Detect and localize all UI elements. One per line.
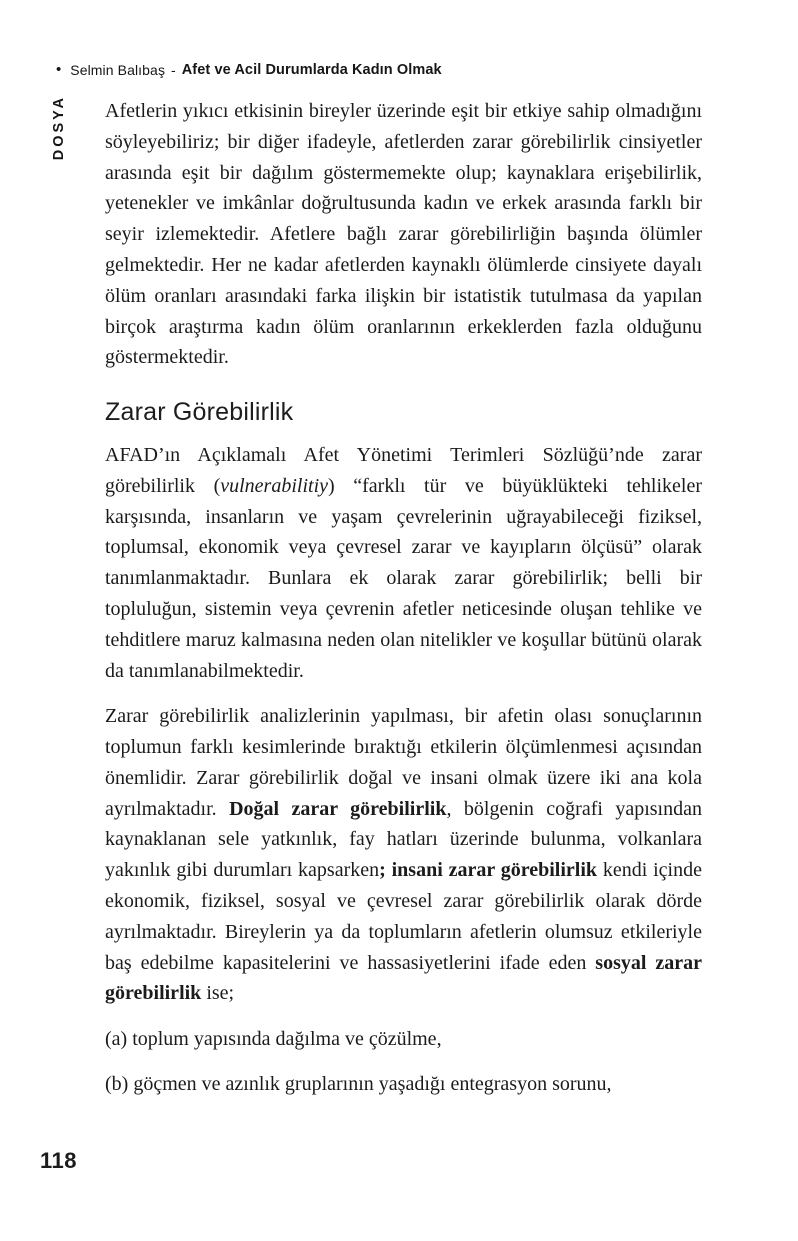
- section-heading: Zarar Görebilirlik: [105, 398, 294, 427]
- running-header: [56, 62, 442, 78]
- paragraph: Afetlerin yıkıcı etkisinin bireyler üzerinde eşit bir etkiye sahip olmadığını söyleyebiliriz; bir diğer ifadeyle, afetlerden zarar görebilirlik cinsiyetler arasında eşit bir dağılım göstermemekte olup; kaynaklara erişebilirlik, yetenekler ve imkânlar doğrultusunda kadın ve erkek arasında farklı bir seyir izlemektedir. Afetlere bağlı zarar görebilirliğin başında ölümler gelmektedir. Her ne kadar afetlerden kaynaklı ölümlerde cinsiyete dayalı ölüm oranları arasındaki farka ilişkin bir istatistik tutulmasa da yapılan birçok araştırma kadın ölüm oranlarının erkeklerden fazla olduğunu göstermektedir.: [105, 100, 702, 369]
- author-name: Selmin Balıbaş: [70, 62, 166, 78]
- dosya-section-label: DOSYA: [51, 95, 67, 161]
- list-item: (b) göçmen ve azınlık gruplarının yaşadığı entegrasyon sorunu,: [105, 1073, 612, 1096]
- list-item: (a) toplum yapısında dağılma ve çözülme,: [105, 1028, 442, 1051]
- bullet-icon: •: [56, 60, 62, 78]
- paragraph: AFAD’ın Açıklamalı Afet Yönetimi Terimleri Sözlüğü’nde zarar görebilirlik (vulnerabilitiy) “farklı tür ve büyüklükteki tehlikeler karşısında, insanların ve yaşam çevrelerinin uğrayabileceği fiziksel, toplumsal, ekonomik veya çevresel zarar ve kayıpların ölçüsü” olarak tanımlanmaktadır. Bunlara ek olarak zarar görebilirlik; belli bir topluluğun, sistemin veya çevrenin afetler neticesinde oluşan tehlike ve tehditlere maruz kalmasına neden olan nitelikler ve koşullar bütünü olarak da tanımlanabilmektedir.: [105, 443, 703, 682]
- paragraph: Zarar görebilirlik analizlerinin yapılması, bir afetin olası sonuçlarının toplumun farklı kesimlerinde bıraktığı etkilerin ölçümlenmesi açısından önemlidir. Zarar görebilirlik doğal ve insani olmak üzere iki ana kola ayrılmaktadır. Doğal zarar görebilirlik, bölgenin coğrafi yapısından kaynaklanan sele yatkınlık, fay hatları üzerinde bulunma, volkanlara yakınlık gibi durumları kapsarken; insani zarar görebilirlik kendi içinde ekonomik, fiziksel, sosyal ve çevresel zarar görebilirlik olarak dörde ayrılmaktadır. Bireylerin ya da toplumların afetlerin olumsuz etkileriyle baş edebilme kapasitelerini ve hassasiyetlerini ifade eden sosyal zarar görebilirlik ise;: [105, 705, 702, 1005]
- article-body: [105, 96, 702, 1100]
- header-separator: -: [171, 62, 176, 78]
- page-number: 118: [40, 1148, 77, 1173]
- book-title: Afet ve Acil Durumlarda Kadın Olmak: [181, 62, 442, 78]
